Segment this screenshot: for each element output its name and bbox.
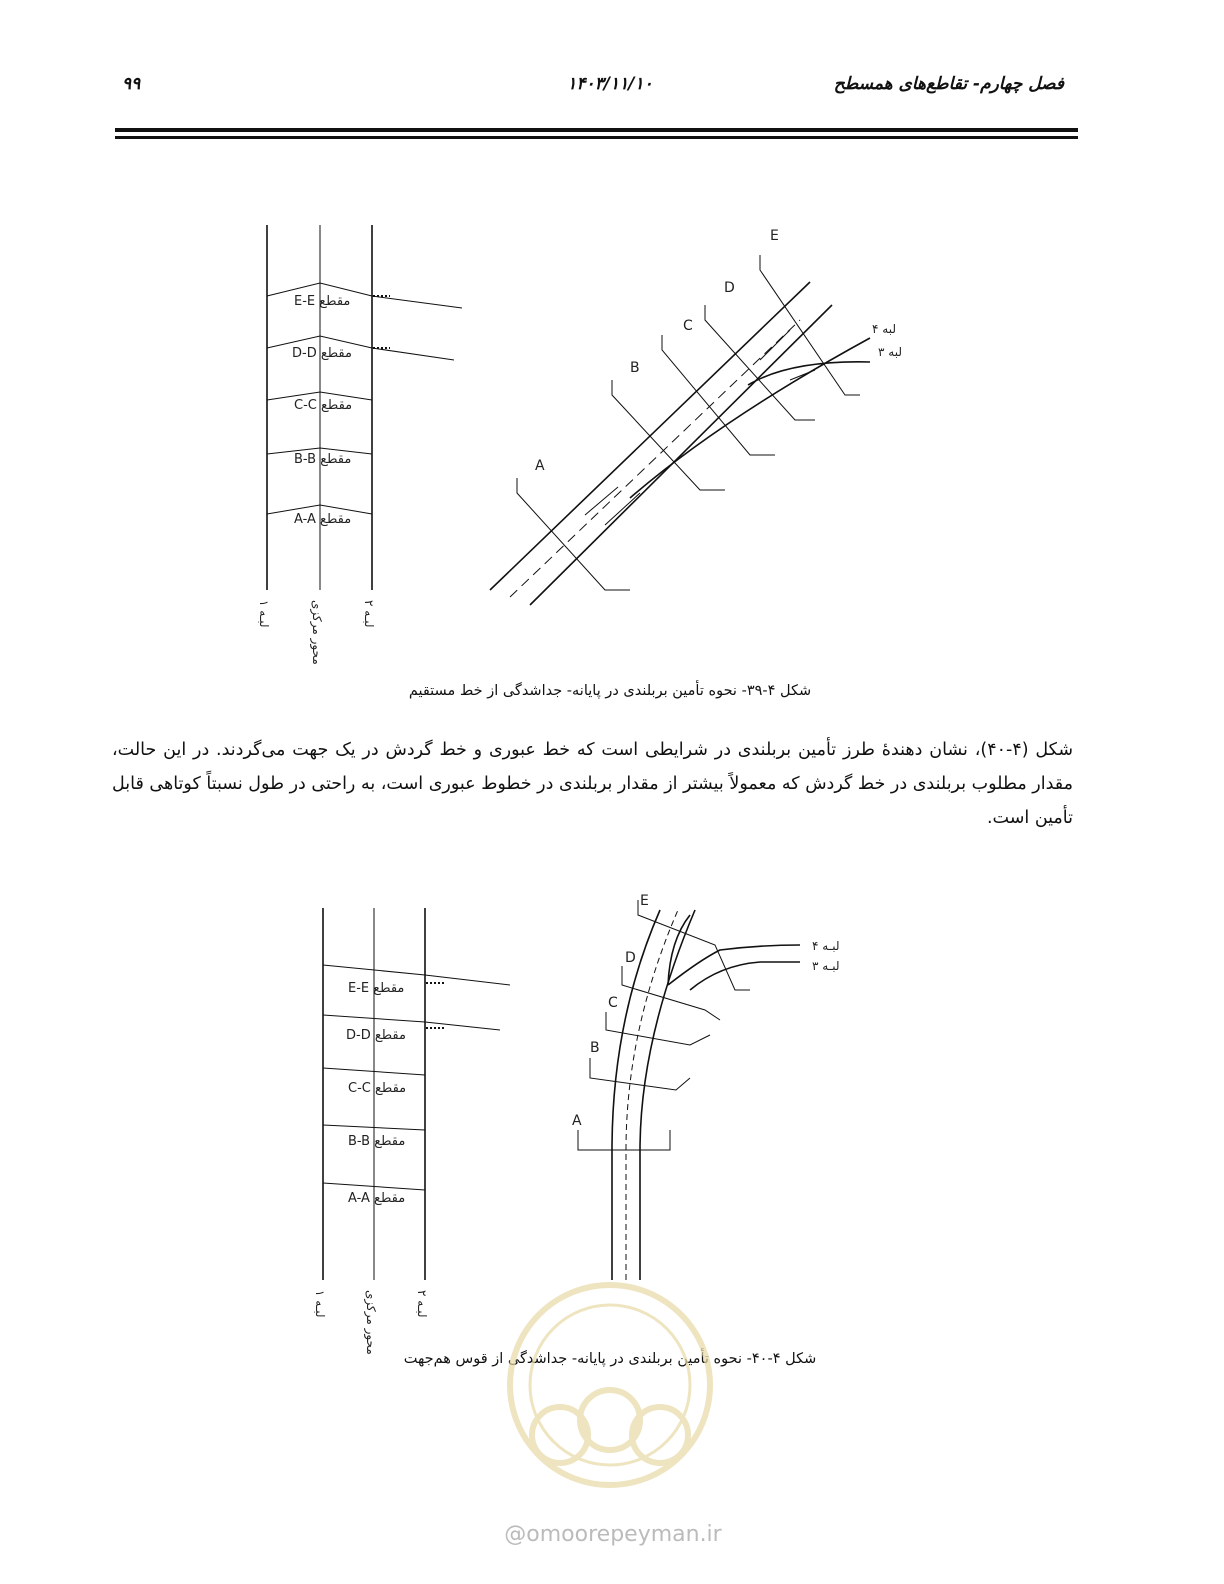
fig1-center-axis-label: محور مرکزی	[310, 600, 324, 665]
fig1-section-d: D-D مقطع	[292, 346, 352, 361]
fig2-section-c: C-C مقطع	[348, 1081, 407, 1096]
fig1-section-e: E-E مقطع	[294, 294, 351, 309]
fig2-letter-b: B	[590, 1040, 600, 1056]
fig1-edge4-label: لبه ۴	[872, 322, 896, 336]
fig2-letter-c: C	[608, 995, 618, 1011]
header-date: ۱۴۰۳/۱۱/۱۰	[567, 74, 653, 94]
fig1-edge3-label: لبه ۳	[878, 345, 902, 359]
fig1-edge2-label: لبـه ۲	[362, 600, 376, 628]
fig1-section-c: C-C مقطع	[294, 398, 353, 413]
fig2-section-e: E-E مقطع	[348, 981, 405, 996]
fig2-center-axis-label: محور مرکزی	[364, 1290, 378, 1355]
fig1-section-b: B-B مقطع	[294, 452, 352, 467]
figure-40-caption: شکل ۴-۴۰- نحوه تأمین بربلندی در پایانه- جداشدگی از قوس هم‌جهت	[403, 1351, 817, 1367]
fig1-letter-c: C	[683, 318, 693, 334]
fig2-letter-e: E	[640, 893, 649, 909]
fig2-edge1-label: لبـه ۱	[313, 1290, 327, 1318]
fig2-edge3-label: لبـه ۳	[812, 959, 840, 973]
fig1-letter-a: A	[535, 458, 545, 474]
fig1-letter-d: D	[724, 280, 735, 296]
fig1-edge1-label: لبـه ۱	[257, 600, 271, 628]
chapter-title: فصل چهارم- تقاطع‌های همسطح	[833, 74, 1064, 94]
watermark-seal-icon	[490, 1260, 730, 1510]
fig2-section-a: A-A مقطع	[348, 1191, 406, 1206]
watermark-url: @omoorepeyman.ir	[504, 1522, 722, 1547]
fig1-letter-e: E	[770, 228, 779, 244]
page-number: ۹۹	[122, 74, 141, 94]
fig2-section-d: D-D مقطع	[346, 1028, 406, 1043]
fig2-letter-a: A	[572, 1113, 582, 1129]
figure-39	[0, 0, 1224, 700]
fig1-letter-b: B	[630, 360, 640, 376]
fig2-letter-d: D	[625, 950, 636, 966]
fig2-edge4-label: لبـه ۴	[812, 939, 840, 953]
figure-39-caption: شکل ۴-۳۹- نحوه تأمین بربلندی در پایانه- جداشدگی از خط مستقیم	[408, 683, 812, 699]
fig2-edge2-label: لبـه ۲	[415, 1290, 429, 1318]
fig2-section-b: B-B مقطع	[348, 1134, 406, 1149]
body-paragraph: شکل (۴-۴۰)، نشان دهندهٔ طرز تأمین بربلندی در شرایطی است که خط عبوری و خط گردش در یک جهت می‌گردند. در این حالت، مقدار مطلوب بربلندی در خط گردش که معمولاً بیشتر از مقدار بربلندی در خطوط عبوری است، به راحتی در طول نسبتاً کوتاهی قابل تأمین است.	[112, 740, 1073, 828]
fig1-section-a: A-A مقطع	[294, 512, 352, 527]
